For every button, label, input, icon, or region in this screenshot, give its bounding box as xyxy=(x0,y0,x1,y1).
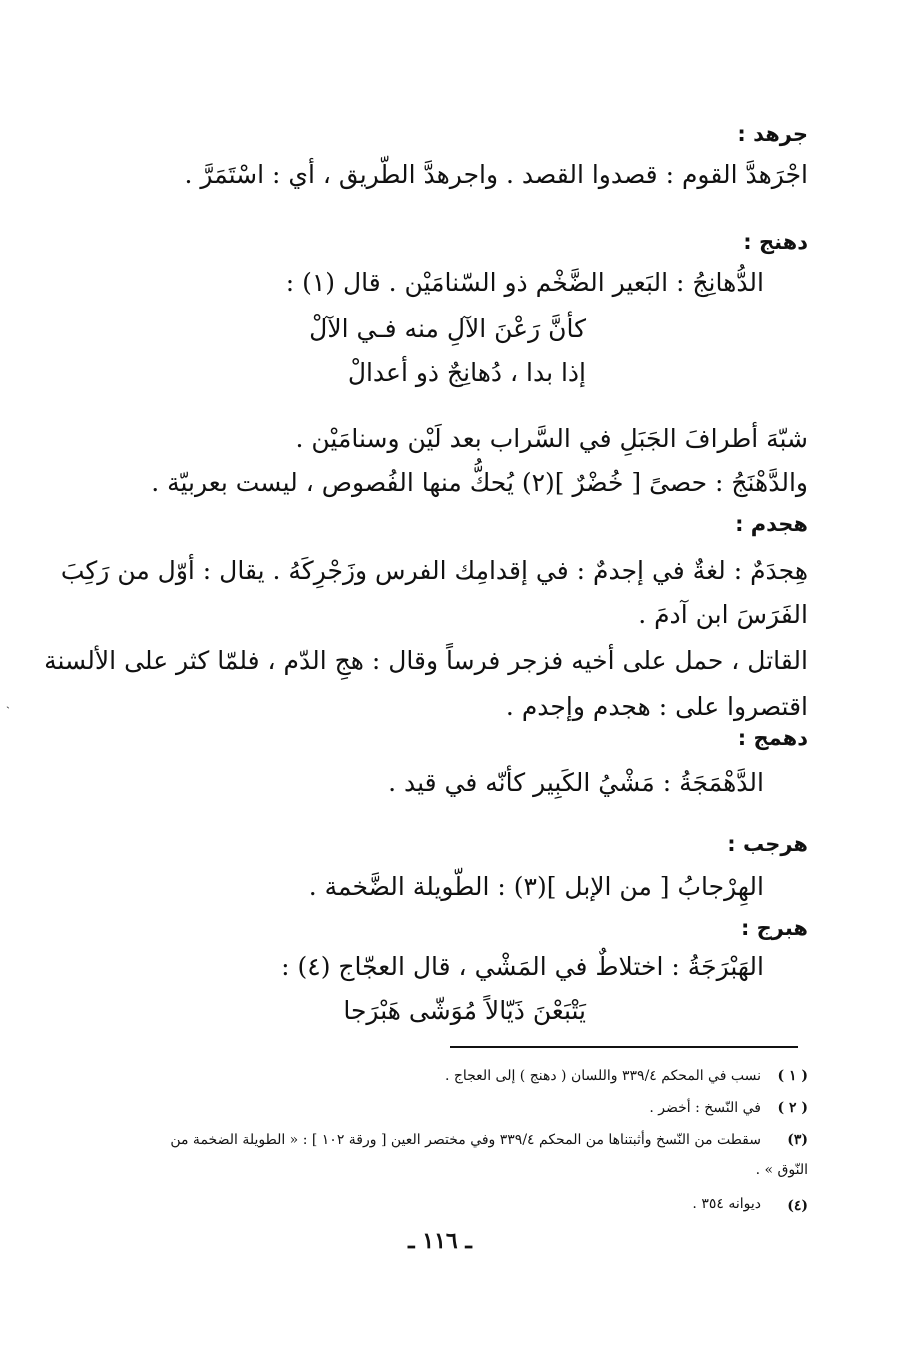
entry-head-habraj: هبرج : xyxy=(740,916,808,940)
entry-line: الدَّهْمَجَةُ : مَشْيُ الكَبِير كأنّه في قيد . xyxy=(388,768,764,797)
page-number: ـ ١١٦ ـ xyxy=(408,1228,472,1254)
footnote-number: (٣) xyxy=(787,1132,808,1148)
entry-line: اقتصروا على : هجدم وإجدم . xyxy=(505,692,808,721)
footnote-text: ديوانه ٣٥٤ . xyxy=(692,1196,761,1212)
entry-line: الفَرَسَ ابن آدمَ . xyxy=(638,600,808,629)
entry-head-dahnaj: دهنج : xyxy=(743,230,808,254)
entry-line: القاتل ، حمل على أخيه فزجر فرساً وقال : هجِ الدّم ، فلمّا كثر على الألسنة xyxy=(44,646,808,675)
entry-line: شبّهَ أطرافَ الجَبَلِ في السَّراب بعد لَيْن وسنامَيْن . xyxy=(295,424,808,453)
footnote-number: ( ١ ) xyxy=(777,1068,808,1084)
verse-line: يَتْبَعْنَ ذَيّالاً مُوَشّى هَبْرَجا xyxy=(343,996,586,1025)
footnote-text: في النّسخ : أخضر . xyxy=(649,1100,761,1116)
entry-head-jarhad: جرهد : xyxy=(737,122,808,146)
entry-head-dahmaj: دهمج : xyxy=(737,726,808,750)
entry-head-hajdam: هجدم : xyxy=(735,512,808,536)
entry-head-harjab: هرجب : xyxy=(727,832,808,856)
verse-line: كأنَّ رَعْنَ الآلِ منه فـي الآلْ xyxy=(309,314,586,343)
footnote-text: سقطت من النّسخ وأثبتناها من المحكم ٣٣٩/٤ وفي مختصر العين [ ورقة ١٠٢ ] : « الطويلة الضخمة من xyxy=(170,1132,761,1148)
footnote-text-continued: النّوق » . xyxy=(755,1162,808,1178)
scan-speck: ˎ xyxy=(6,695,10,709)
footnote-text: نسب في المحكم ٣٣٩/٤ واللسان ( دهنج ) إلى العجاج . xyxy=(444,1068,761,1084)
entry-line: الهَبْرَجَةُ : اختلاطٌ في المَشْي ، قال العجّاج (٤) : xyxy=(281,952,764,981)
entry-line: هِجدَمٌ : لغةٌ في إجدمٌ : في إقدامِك الفرس وزَجْرِكَهُ . يقال : أوّل من رَكِبَ xyxy=(60,556,808,585)
entry-line: والدَّهْنَجُ : حصىً [ خُضْرٌ ](٢) يُحكُّ منها الفُصوص ، ليست بعربيّة . xyxy=(151,468,808,497)
entry-line: اجْرَهدَّ القوم : قصدوا القصد . واجرهدَّ الطّريق ، أي : اسْتَمَرَّ . xyxy=(184,160,808,189)
footnote-number: ( ٢ ) xyxy=(777,1100,808,1116)
entry-line: الدُّهانِجُ : البَعير الضَّخْم ذو السّنامَيْن . قال (١) : xyxy=(285,268,764,297)
verse-line: إذا بدا ، دُهانِجٌ ذو أعدالْ xyxy=(347,358,586,387)
entry-line: الهِرْجابُ [ من الإبل ](٣) : الطّويلة الضَّخمة . xyxy=(308,872,764,901)
footnote-number: (٤) xyxy=(787,1198,808,1214)
footnote-divider xyxy=(450,1046,798,1048)
